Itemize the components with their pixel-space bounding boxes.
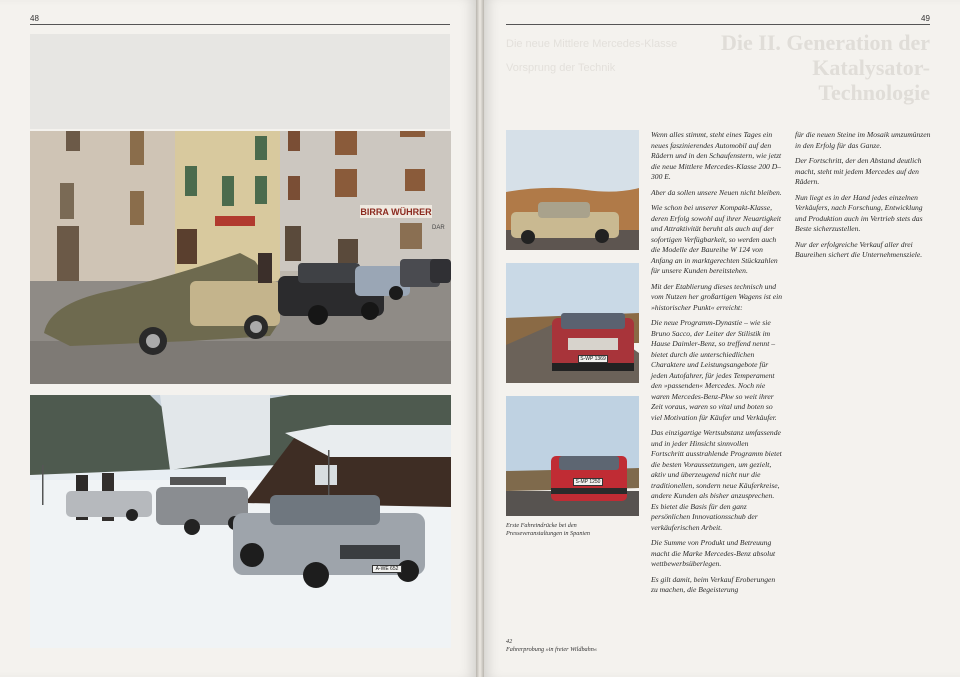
paragraph: Wie schon bei unserer Kompakt-Klasse, deren Erfolg sowohl auf ihrer Neuartigkeit und Attraktivität beruht als auch auf der sofortigen Verfügbarkeit, so werden auch die Modelle der Baureihe W 124 von Anfang an in marktgerechten Stückzahlen für unsere Kunden bereitstehen. xyxy=(651,203,781,275)
paragraph: Nun liegt es in der Hand jedes einzelnen Verkäufers, nach Forschung, Entwicklung und Produktion auch im Vertrieb stets das Beste sicherzustellen. xyxy=(795,192,923,233)
number-plate-red-front: S-WP 1369 xyxy=(578,355,608,363)
right-page xyxy=(484,0,960,677)
photo-red-car-rear xyxy=(506,396,639,516)
paragraph: Das einzigartige Wertsubstanz umfassende und in jeder Hinsicht sinnvollen Fortschritt ausstrahlende Programm bietet die besten Voraussetzungen, um gezielt, aktiv und überzeugend nicht nur die traditionellen, sondern neue Käuferkreise, andere Kunden als bisher anzusprechen. Es bietet die Basis für den ganz persönlichen Innovationsschub der verkäuferischen Arbeit. xyxy=(651,428,782,532)
facade-letters: DAR xyxy=(432,225,445,231)
red-car-rear-illustration xyxy=(506,396,639,516)
footer-caption xyxy=(506,638,636,654)
photo-red-car-front xyxy=(506,263,639,383)
photo-snow-test xyxy=(30,395,451,648)
photo-village-street xyxy=(30,131,451,384)
ghost-line-2: Vorsprung der Technik xyxy=(506,62,616,74)
header-rule-left xyxy=(30,24,450,25)
header-rule-right xyxy=(506,24,930,25)
paragraph: Nur der erfolgreiche Verkauf aller drei Baureihen sichert die Unternehmensziele. xyxy=(795,239,923,259)
photo-beige-car xyxy=(506,130,639,250)
beige-car-illustration xyxy=(506,130,639,250)
page-number-left: 48 xyxy=(30,14,39,23)
village-street-illustration xyxy=(30,131,451,384)
shop-sign: BIRRA WÜHRER xyxy=(360,207,432,217)
text-column-2 xyxy=(795,130,931,266)
paragraph: Die neue Programm-Dynastie – wie sie Bruno Sacco, der Leiter der Stilistik im Hause Daimler-Benz, so treffend nennt – bietet durch die unterschiedlichen Charaktere und Leistungsangebote für jeden Autofahrer, für jedes Temperament den »passenden« Mercedes. Noch nie waren Mercedes-Benz-Pkw so weit ihrer Zeit voraus, waren so vital und boten so viel Motivation für Käufer und Verkäufer. xyxy=(651,318,777,422)
ghost-line-1: Die neue Mittlere Mercedes-Klasse xyxy=(506,38,678,50)
red-car-front-illustration xyxy=(506,263,639,383)
grey-band xyxy=(30,34,450,129)
paragraph: Der Fortschritt, der den Abstand deutlich macht, steht mit jedem Mercedes auf den Rädern. xyxy=(795,156,922,186)
paragraph: Aber da sollen unsere Neuen nicht bleiben. xyxy=(651,187,782,197)
number-plate-red-rear: S-MP 1250 xyxy=(573,478,603,486)
left-page xyxy=(0,0,476,677)
photo-caption: Erste Fahreindrücke bei den Presseveranstaltungen in Spanien xyxy=(506,522,590,537)
paragraph: für die neuen Steine im Mosaik umzumünzen in den Erfolg für das Ganze. xyxy=(795,130,931,150)
number-plate-snow: A-WE 652 xyxy=(372,565,402,573)
text-column-1 xyxy=(651,130,783,601)
paragraph: Die Summe von Produkt und Betreuung macht die Marke Mercedes-Benz absolut wettbewerbsüberlegen. xyxy=(651,538,776,568)
ghost-heading: Die II. Generation der Katalysator-Technologie xyxy=(721,30,930,105)
footer-caption-number: 42 xyxy=(506,638,513,645)
page-number-right: 49 xyxy=(921,14,930,23)
snow-scene-illustration xyxy=(30,395,451,648)
footer-caption-text: Fahrerprobung »in freier Wildbahn« xyxy=(506,646,597,653)
paragraph: Wenn alles stimmt, steht eines Tages ein neues faszinierendes Automobil auf den Rädern und in den Schaufenstern, wie jetzt die neue Mittlere Mercedes-Klasse 200 D–300 E. xyxy=(651,130,782,181)
paragraph: Es gilt damit, beim Verkauf Eroberungen zu machen, die Begeisterung xyxy=(651,574,776,594)
paragraph: Mit der Etablierung dieses technisch und vom Nutzen her großartigen Wagens ist ein »historischer Punkt« erreicht: xyxy=(651,281,783,312)
book-gutter xyxy=(476,0,484,677)
